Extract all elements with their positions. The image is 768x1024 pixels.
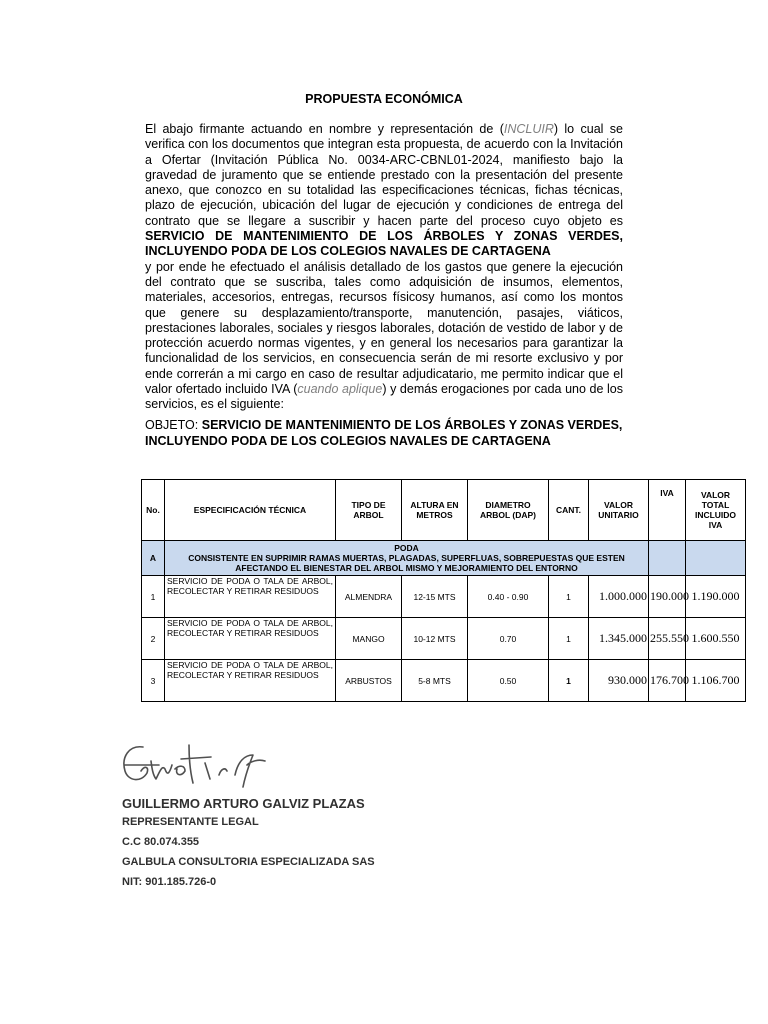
intro-object: SERVICIO DE MANTENIMIENTO DE LOS ÁRBOLES Y ZONAS VERDES, INCLUYENDO PODA DE LOS COLEGIOS NAVALES DE CARTAGENA	[145, 229, 623, 259]
table-row	[142, 576, 746, 618]
header-spec: ESPECIFICACIÓN TÉCNICA	[165, 480, 336, 541]
section-cell	[165, 541, 649, 576]
section-code: A	[142, 541, 165, 576]
row-cant: 1	[549, 576, 589, 618]
signature-image	[115, 735, 295, 793]
header-valor: VALOR UNITARIO	[589, 480, 649, 541]
row-altura: 10-12 MTS	[402, 618, 468, 660]
signer-block	[122, 796, 375, 896]
header-diametro: DIAMETRO ARBOL (DAP)	[468, 480, 549, 541]
row-iva: 176.700	[649, 660, 686, 702]
row-cant: 1	[549, 618, 589, 660]
iva-note: cuando aplique	[297, 382, 383, 397]
row-valor: 930.000	[589, 660, 649, 702]
row-altura: 12-15 MTS	[402, 576, 468, 618]
row-tipo: ARBUSTOS	[336, 660, 402, 702]
section-empty-iva	[649, 541, 686, 576]
price-table	[141, 479, 746, 702]
page-title: PROPUESTA ECONÓMICA	[305, 92, 463, 106]
table-row	[142, 660, 746, 702]
row-diametro: 0.40 - 0.90	[468, 576, 549, 618]
header-altura: ALTURA EN METROS	[402, 480, 468, 541]
signer-role: REPRESENTANTE LEGAL	[122, 816, 259, 828]
header-tipo: TIPO DE ARBOL	[336, 480, 402, 541]
objeto-label: OBJETO:	[145, 418, 202, 432]
row-iva: 255.550	[649, 618, 686, 660]
header-cant: CANT.	[549, 480, 589, 541]
section-description: CONSISTENTE EN SUPRIMIR RAMAS MUERTAS, PLAGADAS, SUPERFLUAS, SOBREPUESTAS QUE ESTEN AFECTANDO EL BIENESTAR DEL ARBOL MISMO Y MEJORAMIENTO DEL ENTORNO	[188, 553, 625, 573]
row-no: 1	[142, 576, 165, 618]
row-diametro: 0.50	[468, 660, 549, 702]
header-total: VALOR TOTAL INCLUIDO IVA	[686, 480, 746, 541]
header-no: No.	[142, 480, 165, 541]
row-spec: SERVICIO DE PODA O TALA DE ARBOL, RECOLECTAR Y RETIRAR RESIDUOS	[165, 618, 336, 660]
objeto-block	[145, 418, 623, 449]
row-iva: 190.000	[649, 576, 686, 618]
header-iva: IVA	[649, 480, 686, 541]
row-spec: SERVICIO DE PODA O TALA DE ARBOL, RECOLECTAR Y RETIRAR RESIDUOS	[165, 576, 336, 618]
intro-text-1: El abajo firmante actuando en nombre y representación de (	[145, 122, 504, 136]
section-title: PODA	[394, 543, 419, 553]
signer-company: GALBULA CONSULTORIA ESPECIALIZADA SAS	[122, 856, 375, 868]
section-empty-total	[686, 541, 746, 576]
row-spec: SERVICIO DE PODA O TALA DE ARBOL, RECOLECTAR Y RETIRAR RESIDUOS	[165, 660, 336, 702]
intro-text-4: ) y demás erogaciones por cada uno de los servicios, es el siguiente:	[145, 382, 623, 412]
row-diametro: 0.70	[468, 618, 549, 660]
row-total: 1.600.550	[686, 618, 746, 660]
row-tipo: MANGO	[336, 618, 402, 660]
row-valor: 1.000.000	[589, 576, 649, 618]
row-total: 1.190.000	[686, 576, 746, 618]
table-header-row	[142, 480, 746, 541]
objeto-text: SERVICIO DE MANTENIMIENTO DE LOS ÁRBOLES Y ZONAS VERDES, INCLUYENDO PODA DE LOS COLEGIOS NAVALES DE CARTAGENA	[145, 418, 623, 448]
row-no: 3	[142, 660, 165, 702]
intro-text-2: ) lo cual se verifica con los documentos que integran esta propuesta, de acuerdo con la Invitación a Ofertar (Invitación Pública No. 0034-ARC-CBNL01-2024, manifiesto bajo la gravedad de juramento que se entiende prestado con la presentación del presente anexo, que conozco en su totalidad las especificaciones técnicas, fichas técnicas, plazo de ejecución, ubicación del lugar de ejecución y condiciones de entrega del contrato que se llegare a suscribir y hacen parte del proceso cuyo objeto es	[145, 122, 623, 228]
signer-name: GUILLERMO ARTURO GALVIZ PLAZAS	[122, 796, 365, 811]
signer-id: C.C 80.074.355	[122, 836, 200, 848]
intro-paragraph	[145, 122, 623, 413]
row-no: 2	[142, 618, 165, 660]
row-altura: 5-8 MTS	[402, 660, 468, 702]
placeholder-incluir: INCLUIR	[503, 122, 554, 136]
row-cant: 1	[549, 660, 589, 702]
row-tipo: ALMENDRA	[336, 576, 402, 618]
row-total: 1.106.700	[686, 660, 746, 702]
section-row	[142, 541, 746, 576]
intro-text-3: y por ende he efectuado el análisis detallado de los gastos que genere la ejecución del contrato que se suscriba, tales como adquisición de insumos, elementos, materiales, accesorios, entregas, recursos físicosy humanos, así como los montos que genere su desplazamiento/transporte, manutención, pasajes, viáticos, prestaciones laborales, sociales y riesgos laborales, dotación de vestido de labor y de protección acuerdo normas vigentes, y en general los necesarios para garantizar la funcionalidad de los servicios, en consecuencia serán de mi resorte exclusivo y por ende correrán a mi cargo en caso de resultar adjudicatario, me permito indicar que el valor ofertado incluido IVA (	[145, 259, 623, 397]
row-valor: 1.345.000	[589, 618, 649, 660]
table-row	[142, 618, 746, 660]
signer-nit: NIT: 901.185.726-0	[122, 876, 217, 888]
